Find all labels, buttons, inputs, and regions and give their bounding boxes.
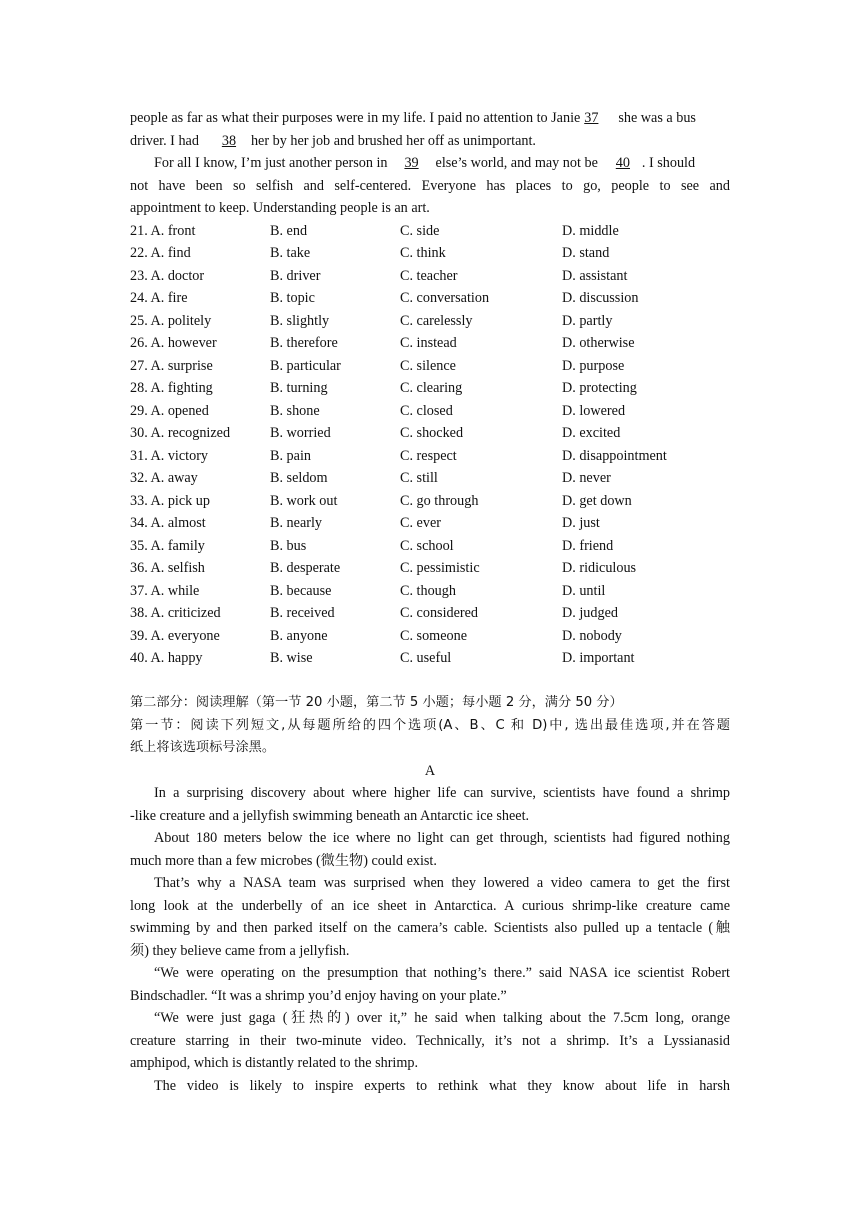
question-row <box>130 625 730 648</box>
option-d: D. purpose <box>562 357 625 374</box>
option-c: C. go through <box>400 492 479 509</box>
option-d: D. disappointment <box>562 447 667 464</box>
option-b: B. take <box>270 245 311 261</box>
option-c: C. think <box>400 245 446 261</box>
option-a: 28. A. fighting <box>130 380 213 396</box>
question-row <box>130 602 730 625</box>
option-a: 35. A. family <box>130 537 205 554</box>
option-c: C. still <box>400 470 438 486</box>
answer-blank-40: 40 <box>615 155 630 171</box>
passage-line: not have been so selfish and self-centered. Everyone has places to go, people to see and <box>130 177 730 194</box>
question-row <box>130 287 730 310</box>
option-c: C. useful <box>400 650 452 666</box>
option-d: D. until <box>562 582 606 599</box>
option-a: 36. A. selfish <box>130 560 205 576</box>
passage-line: much more than a few microbes (微生物) could exist. <box>130 852 437 869</box>
option-b: B. received <box>270 605 335 621</box>
option-a: 26. A. however <box>130 335 217 351</box>
passage-text: people as far as what their purposes were in my life. I paid no attention to Janie <box>130 110 581 126</box>
passage-line: In a surprising discovery about where higher life can survive, scientists have found a shrimp <box>154 785 730 801</box>
passage-line: amphipod, which is distantly related to the shrimp. <box>130 1055 419 1071</box>
option-c: C. considered <box>400 605 479 621</box>
option-b: B. anyone <box>270 627 328 644</box>
option-b: B. bus <box>270 537 307 554</box>
option-c: C. instead <box>400 335 457 351</box>
option-a: 25. A. politely <box>130 312 212 329</box>
exam-page <box>130 107 730 1097</box>
option-a: 31. A. victory <box>130 447 209 464</box>
passage-text: she was a bus <box>618 110 696 126</box>
passage-line: 须) they believe came from a jellyfish. <box>130 942 350 959</box>
passage-line <box>130 107 730 130</box>
passage-line: That’s why a NASA team was surprised when they lowered a video camera to get the first <box>154 875 730 891</box>
question-row <box>130 445 730 468</box>
option-d: D. friend <box>562 537 614 554</box>
question-row <box>130 220 730 243</box>
cloze-passage-tail <box>130 107 730 220</box>
option-d: D. never <box>562 470 611 486</box>
option-a: 21. A. front <box>130 222 196 239</box>
passage-line: long look at the underbelly of an ice sheet in Antarctica. A curious shrimp-like creature came <box>130 897 730 914</box>
question-row <box>130 580 730 603</box>
passage-line: Bindschadler. “It was a shrimp you’d enjoy having on your plate.” <box>130 987 507 1004</box>
option-a: 29. A. opened <box>130 402 209 419</box>
reading-passage-a <box>130 782 730 1097</box>
option-d: D. lowered <box>562 402 626 419</box>
option-a: 27. A. surprise <box>130 357 213 374</box>
option-d: D. ridiculous <box>562 560 637 576</box>
question-row <box>130 377 730 400</box>
passage-line: swimming by and then parked itself on the camera’s cable. Scientists also pulled up a tentacle (触 <box>130 920 730 936</box>
option-c: C. conversation <box>400 290 490 306</box>
passage-text: driver. I had <box>130 132 199 149</box>
option-d: D. discussion <box>562 290 639 306</box>
question-row <box>130 265 730 288</box>
option-d: D. excited <box>562 425 621 441</box>
option-d: D. judged <box>562 605 618 621</box>
option-a: 30. A. recognized <box>130 425 231 441</box>
option-c: C. carelessly <box>400 312 473 329</box>
section-heading: 第二部分：阅读理解（第一节 20 小题，第二节 5 小题；每小题 2 分，满分 50 分） <box>130 695 623 710</box>
question-row <box>130 490 730 513</box>
option-c: C. someone <box>400 627 467 644</box>
passage-line <box>130 152 730 175</box>
passage-line: creature starring in their two-minute video. Technically, it’s not a shrimp. It’s a Lyssianasid <box>130 1032 730 1049</box>
option-d: D. middle <box>562 222 619 239</box>
question-row <box>130 647 730 670</box>
passage-line: About 180 meters below the ice where no light can get through, scientists had figured nothing <box>154 830 730 846</box>
option-b: B. wise <box>270 650 313 666</box>
option-c: C. school <box>400 537 454 554</box>
question-row <box>130 355 730 378</box>
option-c: C. pessimistic <box>400 560 480 576</box>
passage-text: . I should <box>641 155 696 171</box>
option-d: D. partly <box>562 312 613 329</box>
option-b: B. therefore <box>270 335 338 351</box>
question-row <box>130 422 730 445</box>
option-a: 40. A. happy <box>130 650 203 666</box>
passage-label: A <box>424 762 436 779</box>
option-b: B. worried <box>270 425 331 441</box>
passage-text: else’s world, and may not be <box>435 155 598 171</box>
option-d: D. nobody <box>562 627 622 644</box>
answer-blank-39: 39 <box>404 155 419 171</box>
option-b: B. particular <box>270 357 341 374</box>
question-row <box>130 557 730 580</box>
option-d: D. important <box>562 650 635 666</box>
option-b: B. work out <box>270 492 338 509</box>
option-b: B. nearly <box>270 515 323 531</box>
passage-line: -like creature and a jellyfish swimming beneath an Antarctic ice sheet. <box>130 807 530 824</box>
question-row <box>130 467 730 490</box>
option-d: D. assistant <box>562 267 628 284</box>
option-b: B. driver <box>270 267 321 284</box>
option-a: 24. A. fire <box>130 290 188 306</box>
question-row <box>130 400 730 423</box>
question-row <box>130 242 730 265</box>
option-c: C. respect <box>400 447 457 464</box>
passage-line <box>130 130 730 153</box>
option-a: 39. A. everyone <box>130 627 220 644</box>
option-c: C. silence <box>400 357 456 374</box>
option-b: B. turning <box>270 380 328 396</box>
option-c: C. side <box>400 222 440 239</box>
passage-text: her by her job and brushed her off as unimportant. <box>250 132 536 149</box>
answer-blank-38: 38 <box>221 132 237 149</box>
passage-line: “We were just gaga (狂热的) over it,” he said when talking about the 7.5cm long, orange <box>154 1010 730 1026</box>
option-a: 23. A. doctor <box>130 267 205 284</box>
option-b: B. slightly <box>270 312 330 329</box>
option-d: D. protecting <box>562 380 637 396</box>
question-row <box>130 535 730 558</box>
option-c: C. teacher <box>400 267 458 284</box>
section-instruction: 纸上将该选项标号涂黑。 <box>130 740 276 755</box>
option-a: 33. A. pick up <box>130 492 210 509</box>
option-d: D. otherwise <box>562 335 635 351</box>
option-b: B. shone <box>270 402 320 419</box>
section-instruction: 第一节：阅读下列短文,从每题所给的四个选项(A、B、C 和 D)中, 选出最佳选项,并在答题 <box>130 717 730 733</box>
question-row <box>130 512 730 535</box>
option-c: C. closed <box>400 402 453 419</box>
question-row <box>130 310 730 333</box>
option-d: D. stand <box>562 245 610 261</box>
option-c: C. clearing <box>400 380 463 396</box>
option-b: B. desperate <box>270 560 341 576</box>
option-b: B. topic <box>270 290 315 306</box>
option-b: B. seldom <box>270 470 328 486</box>
option-c: C. shocked <box>400 425 464 441</box>
passage-line: The video is likely to inspire experts to rethink what they know about life in harsh <box>154 1077 730 1094</box>
option-a: 37. A. while <box>130 582 200 599</box>
option-a: 22. A. find <box>130 245 191 261</box>
passage-line: “We were operating on the presumption that nothing’s there.” said NASA ice scientist Robert <box>154 965 730 981</box>
passage-line: appointment to keep. Understanding people is an art. <box>130 200 430 216</box>
option-c: C. though <box>400 582 456 599</box>
option-c: C. ever <box>400 515 441 531</box>
answer-blank-37: 37 <box>584 110 599 126</box>
option-a: 34. A. almost <box>130 515 206 531</box>
cloze-question-list <box>130 220 730 670</box>
passage-text: For all I know, I’m just another person in <box>154 155 388 171</box>
option-d: D. just <box>562 515 600 531</box>
option-d: D. get down <box>562 492 632 509</box>
option-b: B. pain <box>270 447 311 464</box>
option-b: B. because <box>270 582 332 599</box>
option-a: 38. A. criticized <box>130 605 221 621</box>
option-a: 32. A. away <box>130 470 198 486</box>
question-row <box>130 332 730 355</box>
option-b: B. end <box>270 222 308 239</box>
